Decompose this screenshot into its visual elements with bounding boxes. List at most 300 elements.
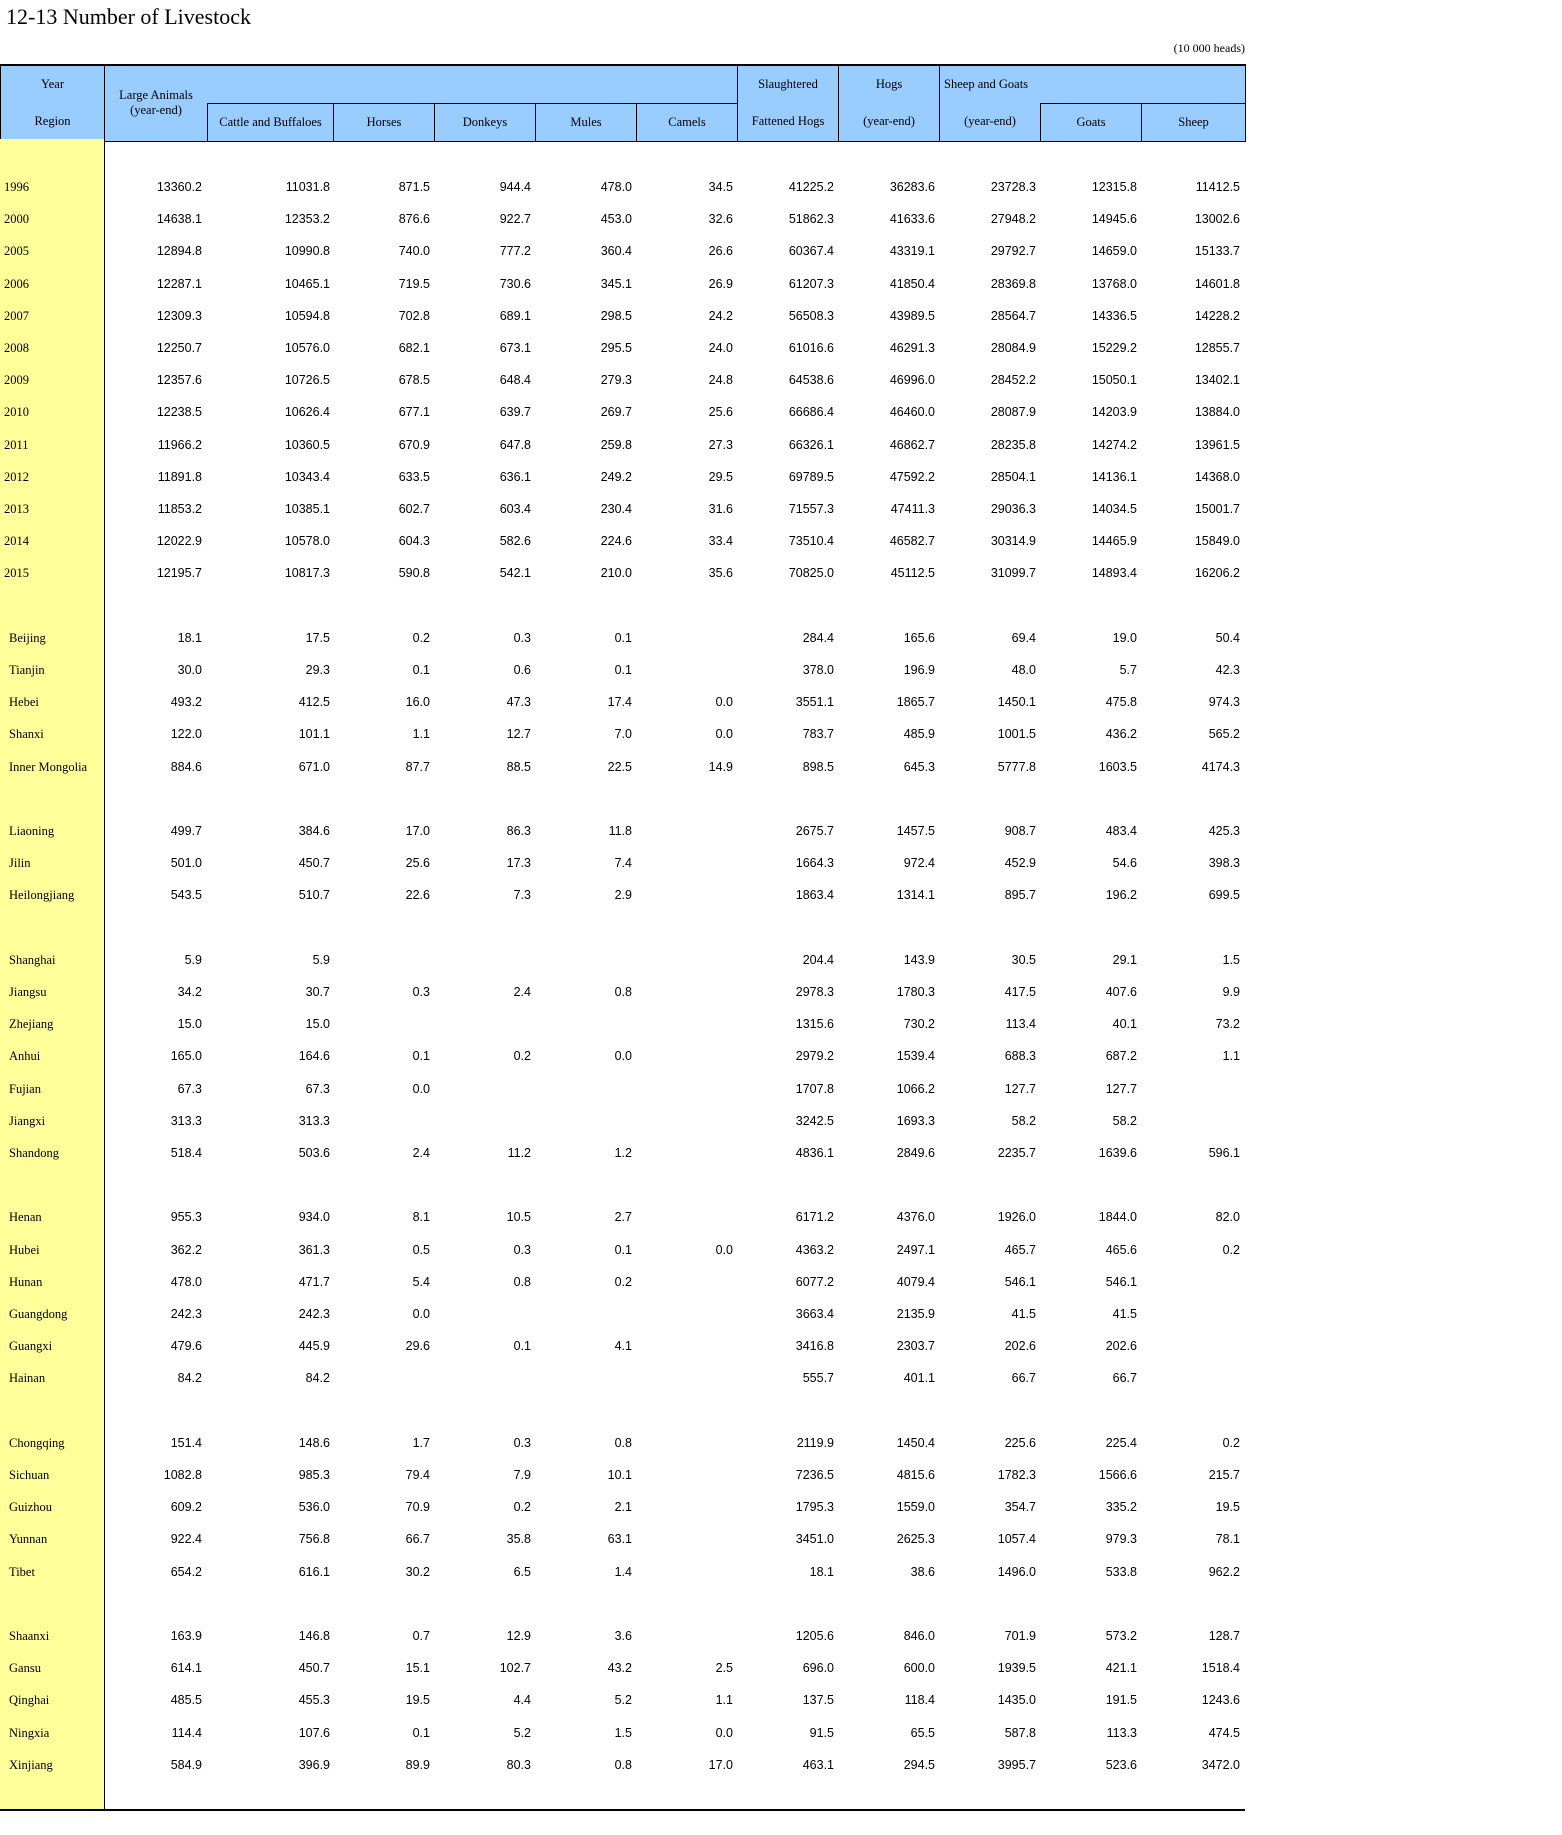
cell-donkeys: 639.7: [499, 405, 531, 419]
cell-donkeys: 80.3: [506, 1758, 531, 1772]
cell-large-animals: 654.2: [170, 1565, 202, 1579]
row-label: Yunnan: [9, 1532, 48, 1546]
row-label: Jiangsu: [9, 985, 47, 999]
cell-sheep-goats: 701.9: [1004, 1629, 1036, 1643]
cell-mules: 1.5: [614, 1726, 632, 1740]
cell-goats: 40.1: [1112, 1017, 1137, 1031]
row-label: Jiangxi: [9, 1114, 46, 1128]
cell-sheep-goats: 587.8: [1004, 1726, 1036, 1740]
row-label: Shaanxi: [9, 1629, 50, 1643]
sheep-goats-header: Sheep and Goats: [940, 65, 1246, 103]
row-label: Tibet: [9, 1565, 35, 1579]
cell-cattle-buffaloes: 15.0: [305, 1017, 330, 1031]
bottom-rule: [0, 1809, 1245, 1811]
cell-donkeys: 7.3: [513, 888, 531, 902]
cell-donkeys: 17.3: [506, 856, 531, 870]
row-label: Zhejiang: [9, 1017, 54, 1031]
cell-large-animals: 11891.8: [157, 470, 202, 484]
cell-large-animals: 18.1: [177, 631, 202, 645]
cell-sheep: 73.2: [1215, 1017, 1240, 1031]
cell-cattle-buffaloes: 10465.1: [284, 277, 330, 291]
cell-mules: 1.4: [614, 1565, 632, 1579]
cell-sheep: 596.1: [1208, 1146, 1240, 1160]
cell-large-animals: 1082.8: [163, 1468, 202, 1482]
cell-mules: 0.8: [614, 1436, 632, 1450]
cell-horses: 5.4: [412, 1275, 430, 1289]
cell-camels: 27.3: [708, 438, 733, 452]
cell-horses: 16.0: [405, 695, 430, 709]
cell-cattle-buffaloes: 12353.2: [284, 212, 330, 226]
cell-large-animals: 242.3: [170, 1307, 202, 1321]
table-row-year: [0, 307, 1245, 325]
slaughtered-header: Slaughtered: [738, 65, 839, 103]
cell-donkeys: 922.7: [499, 212, 531, 226]
table-row-year: [0, 275, 1245, 293]
unit-note: (10 000 heads): [1173, 41, 1245, 55]
cell-horses: 670.9: [398, 438, 430, 452]
cell-mules: 4.1: [614, 1339, 632, 1353]
row-label: Hainan: [9, 1371, 46, 1385]
cell-goats: 14034.5: [1091, 502, 1137, 516]
cell-goats: 687.2: [1105, 1049, 1137, 1063]
cell-large-animals: 614.1: [170, 1661, 202, 1675]
table-row-region: [0, 1015, 1245, 1033]
cell-fattened-hogs: 61016.6: [788, 341, 834, 355]
table-row-year: [0, 500, 1245, 518]
cell-fattened-hogs: 2119.9: [796, 1436, 834, 1450]
cell-donkeys: 689.1: [499, 309, 531, 323]
cell-goats: 15050.1: [1091, 373, 1137, 387]
cell-sheep: 15001.7: [1194, 502, 1240, 516]
cell-goats: 523.6: [1105, 1758, 1137, 1772]
cell-mules: 295.5: [600, 341, 632, 355]
cell-mules: 5.2: [614, 1693, 632, 1707]
cattle-header: Cattle and Buffaloes: [208, 103, 334, 141]
cell-cattle-buffaloes: 84.2: [305, 1371, 330, 1385]
cell-cattle-buffaloes: 510.7: [298, 888, 330, 902]
cell-horses: 87.7: [405, 760, 430, 774]
cell-hogs: 485.9: [903, 727, 935, 741]
cell-sheep-goats: 452.9: [1004, 856, 1036, 870]
cell-sheep-goats: 1057.4: [997, 1532, 1036, 1546]
cell-hogs: 1457.5: [896, 824, 935, 838]
cell-horses: 0.2: [412, 631, 430, 645]
row-label: Sichuan: [9, 1468, 50, 1482]
cell-goats: 475.8: [1105, 695, 1137, 709]
cell-sheep-goats: 30.5: [1011, 953, 1036, 967]
cell-horses: 1.1: [412, 727, 430, 741]
cell-mules: 22.5: [607, 760, 632, 774]
cell-cattle-buffaloes: 242.3: [298, 1307, 330, 1321]
cell-large-animals: 543.5: [170, 888, 202, 902]
cell-large-animals: 313.3: [170, 1114, 202, 1128]
cell-sheep: 425.3: [1208, 824, 1240, 838]
cell-sheep-goats: 28235.8: [990, 438, 1036, 452]
cell-large-animals: 163.9: [170, 1629, 202, 1643]
hogs-sub-header: (year-end): [839, 103, 940, 141]
table-row-region: [0, 1080, 1245, 1098]
cell-mules: 259.8: [600, 438, 632, 452]
cell-fattened-hogs: 1795.3: [795, 1500, 834, 1514]
cell-large-animals: 12309.3: [156, 309, 202, 323]
cell-cattle-buffaloes: 10990.8: [284, 244, 330, 258]
row-label: 2011: [4, 438, 29, 452]
cell-camels: 0.0: [715, 727, 733, 741]
cell-camels: 35.6: [708, 566, 733, 580]
cell-hogs: 36283.6: [889, 180, 935, 194]
cell-cattle-buffaloes: 361.3: [298, 1243, 330, 1257]
cell-goats: 41.5: [1112, 1307, 1137, 1321]
cell-hogs: 2135.9: [896, 1307, 935, 1321]
cell-sheep-goats: 29792.7: [990, 244, 1036, 258]
row-label: Tianjin: [9, 663, 45, 677]
cell-sheep: 398.3: [1208, 856, 1240, 870]
cell-hogs: 41850.4: [889, 277, 935, 291]
cell-sheep-goats: 69.4: [1011, 631, 1036, 645]
table-row-region: [0, 1756, 1245, 1774]
cell-cattle-buffaloes: 10360.5: [284, 438, 330, 452]
cell-horses: 719.5: [398, 277, 430, 291]
cell-cattle-buffaloes: 148.6: [298, 1436, 330, 1450]
cell-sheep-goats: 28087.9: [990, 405, 1036, 419]
cell-mules: 7.4: [614, 856, 632, 870]
cell-sheep: 215.7: [1208, 1468, 1240, 1482]
label-column-background: [0, 139, 104, 1810]
cell-horses: 0.1: [412, 1726, 430, 1740]
cell-sheep-goats: 465.7: [1004, 1243, 1036, 1257]
table-row-region: [0, 1369, 1245, 1387]
cell-cattle-buffaloes: 29.3: [305, 663, 330, 677]
cell-fattened-hogs: 898.5: [802, 760, 834, 774]
label-column-divider: [104, 139, 105, 1810]
cell-fattened-hogs: 61207.3: [788, 277, 834, 291]
cell-mules: 3.6: [614, 1629, 632, 1643]
cell-donkeys: 4.4: [513, 1693, 531, 1707]
cell-fattened-hogs: 91.5: [809, 1726, 834, 1740]
table-row-region: [0, 1208, 1245, 1226]
cell-fattened-hogs: 1664.3: [795, 856, 834, 870]
cell-horses: 79.4: [405, 1468, 430, 1482]
cell-sheep: 3472.0: [1201, 1758, 1240, 1772]
cell-sheep-goats: 30314.9: [990, 534, 1036, 548]
row-label: 2008: [4, 341, 29, 355]
cell-large-animals: 67.3: [177, 1082, 202, 1096]
cell-fattened-hogs: 3451.0: [795, 1532, 834, 1546]
cell-goats: 13768.0: [1091, 277, 1137, 291]
cell-cattle-buffaloes: 11031.8: [285, 180, 330, 194]
cell-sheep: 19.5: [1215, 1500, 1240, 1514]
cell-goats: 1566.6: [1098, 1468, 1137, 1482]
cell-fattened-hogs: 1707.8: [795, 1082, 834, 1096]
cell-horses: 876.6: [398, 212, 430, 226]
cell-donkeys: 0.3: [513, 1436, 531, 1450]
cell-sheep-goats: 3995.7: [997, 1758, 1036, 1772]
cell-horses: 25.6: [405, 856, 430, 870]
cell-cattle-buffaloes: 445.9: [298, 1339, 330, 1353]
cell-horses: 30.2: [405, 1565, 430, 1579]
cell-large-animals: 13360.2: [156, 180, 202, 194]
cell-fattened-hogs: 1863.4: [795, 888, 834, 902]
cell-donkeys: 5.2: [513, 1726, 531, 1740]
large-animals-span: [208, 65, 738, 103]
cell-fattened-hogs: 41225.2: [788, 180, 834, 194]
table-title: 12-13 Number of Livestock: [6, 4, 251, 29]
cell-sheep: 14601.8: [1194, 277, 1240, 291]
cell-hogs: 43989.5: [889, 309, 935, 323]
cell-camels: 34.5: [708, 180, 733, 194]
table-row-region: [0, 1563, 1245, 1581]
cell-camels: 24.8: [708, 373, 733, 387]
cell-cattle-buffaloes: 934.0: [298, 1210, 330, 1224]
cell-horses: 702.8: [398, 309, 430, 323]
cell-hogs: 45112.5: [890, 566, 935, 580]
cell-fattened-hogs: 1315.6: [795, 1017, 834, 1031]
cell-mules: 453.0: [600, 212, 632, 226]
row-label: Shanghai: [9, 953, 56, 967]
large-animals-header: Large Animals (year-end): [105, 65, 208, 141]
cell-large-animals: 12195.7: [156, 566, 202, 580]
cell-large-animals: 12287.1: [156, 277, 202, 291]
cell-sheep: 14228.2: [1194, 309, 1240, 323]
cell-sheep-goats: 113.4: [1005, 1017, 1036, 1031]
cell-mules: 63.1: [607, 1532, 632, 1546]
cell-goats: 533.8: [1105, 1565, 1137, 1579]
cell-donkeys: 944.4: [499, 180, 531, 194]
cell-hogs: 846.0: [903, 1629, 935, 1643]
cell-mules: 298.5: [600, 309, 632, 323]
cell-horses: 0.0: [412, 1082, 430, 1096]
cell-fattened-hogs: 6171.2: [795, 1210, 834, 1224]
cell-sheep: 82.0: [1215, 1210, 1240, 1224]
cell-donkeys: 647.8: [499, 438, 531, 452]
cell-horses: 19.5: [405, 1693, 430, 1707]
cell-mules: 0.8: [614, 985, 632, 999]
cell-goats: 436.2: [1105, 727, 1137, 741]
cell-sheep-goats: 1001.5: [997, 727, 1036, 741]
year-header: Year: [1, 65, 105, 103]
table-row-year: [0, 339, 1245, 357]
cell-donkeys: 730.6: [499, 277, 531, 291]
cell-donkeys: 0.6: [513, 663, 531, 677]
cell-fattened-hogs: 69789.5: [788, 470, 834, 484]
cell-sheep: 13961.5: [1194, 438, 1240, 452]
table-row-region: [0, 854, 1245, 872]
row-label: Guizhou: [9, 1500, 53, 1514]
table-row-year: [0, 564, 1245, 582]
cell-goats: 1844.0: [1098, 1210, 1137, 1224]
cell-fattened-hogs: 70825.0: [788, 566, 834, 580]
cell-cattle-buffaloes: 10578.0: [284, 534, 330, 548]
table-row-year: [0, 178, 1245, 196]
cell-donkeys: 11.2: [507, 1146, 531, 1160]
cell-goats: 19.0: [1112, 631, 1137, 645]
cell-large-animals: 479.6: [170, 1339, 202, 1353]
cell-sheep: 128.7: [1208, 1629, 1240, 1643]
cell-horses: 0.1: [412, 1049, 430, 1063]
cell-large-animals: 955.3: [170, 1210, 202, 1224]
cell-fattened-hogs: 18.1: [809, 1565, 834, 1579]
cell-donkeys: 0.8: [513, 1275, 531, 1289]
cell-sheep: 50.4: [1215, 631, 1240, 645]
cell-fattened-hogs: 73510.4: [788, 534, 834, 548]
cell-sheep-goats: 225.6: [1004, 1436, 1036, 1450]
row-label: Beijing: [9, 631, 46, 645]
cell-hogs: 46460.0: [889, 405, 935, 419]
table-row-region: [0, 951, 1245, 969]
cell-goats: 483.4: [1105, 824, 1137, 838]
cell-fattened-hogs: 378.0: [802, 663, 834, 677]
cell-mules: 269.7: [600, 405, 632, 419]
cell-hogs: 2497.1: [896, 1243, 935, 1257]
region-header: Region: [1, 103, 105, 141]
cell-mules: 10.1: [607, 1468, 632, 1482]
cell-mules: 478.0: [600, 180, 632, 194]
cell-horses: 0.5: [412, 1243, 430, 1257]
row-label: Liaoning: [9, 824, 55, 838]
row-label: 2009: [4, 373, 29, 387]
table-row-region: [0, 886, 1245, 904]
cell-sheep: 13002.6: [1194, 212, 1240, 226]
row-label: 2010: [4, 405, 29, 419]
cell-sheep-goats: 28084.9: [990, 341, 1036, 355]
table-row-region: [0, 1691, 1245, 1709]
cell-fattened-hogs: 2978.3: [795, 985, 834, 999]
cell-donkeys: 35.8: [506, 1532, 531, 1546]
cell-cattle-buffaloes: 503.6: [298, 1146, 330, 1160]
cell-fattened-hogs: 696.0: [802, 1661, 834, 1675]
table-row-region: [0, 1273, 1245, 1291]
table-row-region: [0, 1144, 1245, 1162]
cell-sheep: 962.2: [1208, 1565, 1240, 1579]
cell-sheep: 4174.3: [1201, 760, 1240, 774]
cell-donkeys: 47.3: [506, 695, 531, 709]
cell-donkeys: 777.2: [499, 244, 531, 258]
cell-fattened-hogs: 137.5: [802, 1693, 834, 1707]
cell-cattle-buffaloes: 471.7: [298, 1275, 330, 1289]
cell-large-animals: 884.6: [170, 760, 202, 774]
table-row-region: [0, 661, 1245, 679]
row-label: Xinjiang: [9, 1758, 53, 1772]
cell-large-animals: 14638.1: [156, 212, 202, 226]
cell-cattle-buffaloes: 450.7: [298, 856, 330, 870]
cell-mules: 210.0: [600, 566, 632, 580]
table-row-region: [0, 1724, 1245, 1742]
cell-mules: 345.1: [600, 277, 632, 291]
cell-donkeys: 542.1: [499, 566, 531, 580]
cell-fattened-hogs: 2675.7: [795, 824, 834, 838]
table-row-region: [0, 1530, 1245, 1548]
cell-sheep-goats: 1435.0: [997, 1693, 1036, 1707]
cell-sheep-goats: 1496.0: [997, 1565, 1036, 1579]
cell-sheep: 78.1: [1215, 1532, 1240, 1546]
cell-donkeys: 648.4: [499, 373, 531, 387]
cell-large-animals: 518.4: [170, 1146, 202, 1160]
cell-fattened-hogs: 56508.3: [788, 309, 834, 323]
cell-horses: 29.6: [405, 1339, 430, 1353]
cell-large-animals: 15.0: [177, 1017, 202, 1031]
cell-donkeys: 673.1: [499, 341, 531, 355]
cell-hogs: 401.1: [903, 1371, 935, 1385]
table-row-region: [0, 725, 1245, 743]
cell-donkeys: 12.7: [506, 727, 531, 741]
cell-donkeys: 0.1: [513, 1339, 531, 1353]
cell-sheep: 16206.2: [1194, 566, 1240, 580]
cell-sheep-goats: 28564.7: [990, 309, 1036, 323]
table-row-region: [0, 758, 1245, 776]
cell-large-animals: 12357.6: [156, 373, 202, 387]
cell-hogs: 4079.4: [896, 1275, 935, 1289]
cell-fattened-hogs: 66686.4: [788, 405, 834, 419]
goats-header: Goats: [1041, 103, 1142, 141]
cell-goats: 14274.2: [1091, 438, 1137, 452]
cell-horses: 682.1: [398, 341, 430, 355]
cell-large-animals: 362.2: [170, 1243, 202, 1257]
cell-hogs: 1865.7: [896, 695, 935, 709]
cell-large-animals: 12022.9: [156, 534, 202, 548]
cell-sheep-goats: 31099.7: [990, 566, 1036, 580]
cell-sheep-goats: 1450.1: [997, 695, 1036, 709]
row-label: Qinghai: [9, 1693, 50, 1707]
table-row-region: [0, 629, 1245, 647]
cell-goats: 5.7: [1119, 663, 1137, 677]
table-row-region: [0, 1466, 1245, 1484]
cell-donkeys: 603.4: [499, 502, 531, 516]
row-label: 2013: [4, 502, 29, 516]
table-row-region: [0, 1659, 1245, 1677]
cell-goats: 29.1: [1112, 953, 1137, 967]
cell-large-animals: 151.4: [170, 1436, 202, 1450]
cell-large-animals: 12894.8: [156, 244, 202, 258]
cell-sheep-goats: 1782.3: [997, 1468, 1036, 1482]
cell-fattened-hogs: 64538.6: [788, 373, 834, 387]
cell-large-animals: 478.0: [170, 1275, 202, 1289]
table-row-region: [0, 1047, 1245, 1065]
cell-cattle-buffaloes: 10626.4: [284, 405, 330, 419]
cell-mules: 279.3: [600, 373, 632, 387]
cell-sheep: 1.1: [1222, 1049, 1240, 1063]
row-label: 2000: [4, 212, 29, 226]
cell-sheep-goats: 66.7: [1011, 1371, 1036, 1385]
cell-mules: 0.1: [614, 631, 632, 645]
cell-donkeys: 0.2: [513, 1500, 531, 1514]
cell-goats: 421.1: [1105, 1661, 1137, 1675]
table-row-region: [0, 1305, 1245, 1323]
cell-horses: 740.0: [398, 244, 430, 258]
cell-hogs: 600.0: [903, 1661, 935, 1675]
cell-sheep-goats: 354.7: [1004, 1500, 1036, 1514]
cell-sheep: 15849.0: [1194, 534, 1240, 548]
cell-horses: 590.8: [398, 566, 430, 580]
cell-cattle-buffaloes: 10594.8: [284, 309, 330, 323]
cell-fattened-hogs: 3551.1: [795, 695, 834, 709]
cell-cattle-buffaloes: 146.8: [298, 1629, 330, 1643]
cell-goats: 127.7: [1105, 1082, 1137, 1096]
cell-camels: 26.9: [708, 277, 733, 291]
cell-fattened-hogs: 1205.6: [795, 1629, 834, 1643]
cell-sheep-goats: 28369.8: [990, 277, 1036, 291]
cell-donkeys: 636.1: [499, 470, 531, 484]
cell-fattened-hogs: 6077.2: [795, 1275, 834, 1289]
cell-sheep: 14368.0: [1194, 470, 1240, 484]
cell-hogs: 46582.7: [889, 534, 935, 548]
row-label: Shanxi: [9, 727, 44, 741]
cell-fattened-hogs: 2979.2: [795, 1049, 834, 1063]
cell-hogs: 143.9: [903, 953, 935, 967]
cell-sheep-goats: 546.1: [1004, 1275, 1036, 1289]
cell-hogs: 1780.3: [896, 985, 935, 999]
cell-camels: 24.0: [708, 341, 733, 355]
cell-sheep: 0.2: [1222, 1243, 1240, 1257]
